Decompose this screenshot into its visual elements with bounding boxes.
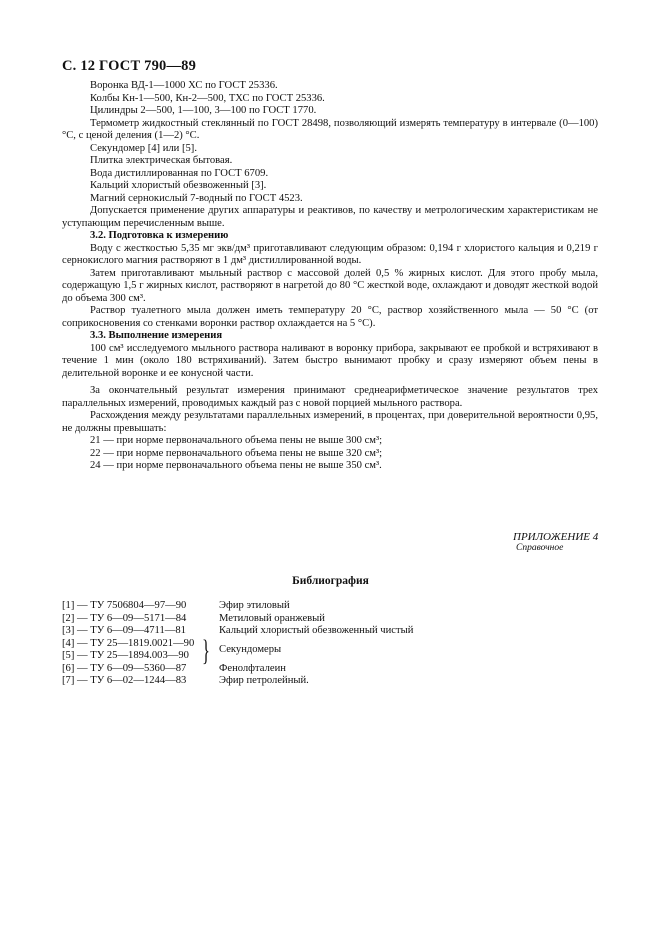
section-3-3-paragraph: За окончательный результат измерения принимают среднеарифметическое значение результатов трех параллельных измерений, проводимых каждый раз с новой порцией мыльного раствора. — [62, 385, 598, 409]
bibliography-shared-name: Секундомеры — [219, 644, 282, 655]
limit-line: 21 — при норме первоначального объема пены не выше 300 см³; — [90, 435, 383, 446]
brace-icon: } — [202, 634, 210, 667]
bibliography-code: [4] — ТУ 25—1819.0021—90 — [62, 637, 195, 649]
section-3-2-paragraph: Затем приготавливают мыльный раствор с массовой долей 0,5 % жирных кислот. Для этого пробу мыла, содержащую 1,5 г жирных кислот, растворяют в нагретой до 80 °С жесткой воде, охлаждают и доводят жесткой водой до объема 300 см³. — [62, 267, 598, 304]
limit-line: 24 — при норме первоначального объема пены не выше 350 см³. — [90, 460, 382, 471]
document-body — [62, 80, 598, 473]
section-3-3-title: 3.3. Выполнение измерения — [90, 330, 223, 341]
bibliography-code: [3] — ТУ 6—09—4711—81 — [62, 625, 186, 636]
limit-line: 22 — при норме первоначального объема пены не выше 320 см³; — [90, 447, 383, 459]
equipment-line: Колбы Кн-1—500, Кн-2—500, ТХС по ГОСТ 25336. — [90, 92, 325, 104]
equipment-line: Термометр жидкостный стеклянный по ГОСТ 28498, позволяющий измерять температуру в интервале (0—100) °С, с ценой деления (1—2) °С. — [62, 117, 598, 141]
bibliography-name: Эфир петролейный. — [219, 675, 309, 686]
equipment-line: Воронка ВД-1—1000 ХС по ГОСТ 25336. — [90, 80, 278, 91]
equipment-note: Допускается применение других аппаратуры и реактивов, по качеству и метрологическим характеристикам не уступающим перечисленным выше. — [62, 205, 598, 229]
equipment-line: Кальций хлористый обезвоженный [3]. — [90, 180, 267, 191]
section-3-2-paragraph: Раствор туалетного мыла должен иметь температуру 20 °С, раствор хозяйственного мыла — 50 °С (от соприкосновения со стенками воронки раствор охлаждается на 5 °С). — [62, 305, 598, 329]
section-3-2-paragraph: Воду с жесткостью 5,35 мг экв/дм³ приготавливают следующим образом: 0,194 г хлористого кальция и 0,219 г сернокислого магния растворяют в 1 дм³ дистиллированной воды. — [62, 242, 598, 266]
bibliography-code: [7] — ТУ 6—02—1244—83 — [62, 675, 187, 686]
section-3-2-title: 3.2. Подготовка к измерению — [90, 230, 229, 241]
bibliography-code: [6] — ТУ 6—09—5360—87 — [62, 662, 187, 674]
equipment-line: Цилиндры 2—500, 1—100, 3—100 по ГОСТ 1770. — [90, 105, 317, 116]
bibliography-name: Эфир этиловый — [219, 600, 290, 611]
equipment-line: Магний сернокислый 7-водный по ГОСТ 4523. — [90, 192, 303, 204]
section-3-3-paragraph: Расхождения между результатами параллельных измерений, в процентах, при доверительной вероятности 0,95, не должны превышать: — [62, 410, 598, 434]
bibliography-code: [1] — ТУ 7506804—97—90 — [62, 600, 187, 611]
bibliography-name: Метиловый оранжевый — [219, 612, 325, 624]
bibliography-name: Фенолфталеин — [219, 662, 286, 674]
bibliography-name: Кальций хлористый обезвоженный чистый — [219, 625, 414, 636]
equipment-line: Плитка электрическая бытовая. — [90, 155, 233, 166]
appendix-title: ПРИЛОЖЕНИЕ 4 — [513, 531, 599, 543]
page-header: С. 12 ГОСТ 790—89 — [62, 58, 197, 74]
bibliography-title: Библиография — [292, 575, 369, 587]
section-3-3-paragraph: 100 см³ исследуемого мыльного раствора наливают в воронку прибора, закрывают ее пробкой и встряхивают в течение 1 мин (около 180 встряхиваний). Затем быстро вынимают пробку и сразу измеряют объем пены в делительной воронке и ее конусной части. — [62, 342, 598, 379]
equipment-line: Секундомер [4] или [5]. — [90, 142, 197, 154]
appendix-subtitle: Справочное — [516, 543, 564, 553]
bibliography-code: [2] — ТУ 6—09—5171—84 — [62, 612, 187, 624]
bibliography-code: [5] — ТУ 25—1894.003—90 — [62, 650, 189, 661]
equipment-line: Вода дистиллированная по ГОСТ 6709. — [90, 167, 269, 179]
